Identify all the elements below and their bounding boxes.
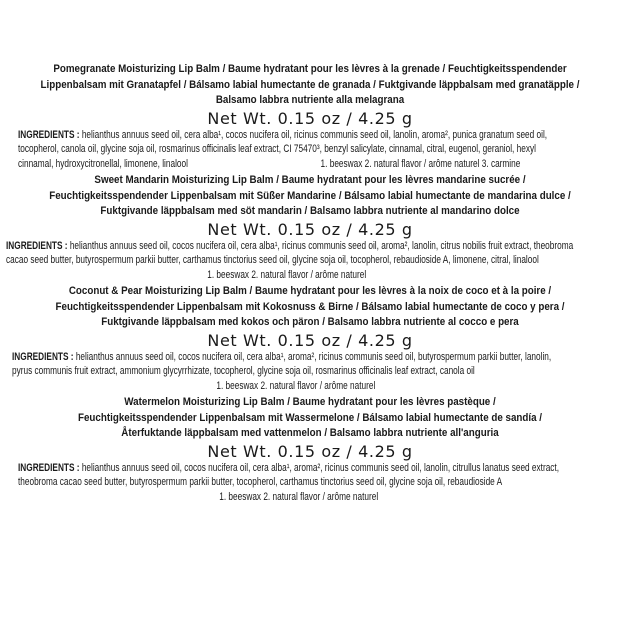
ingredients-text xyxy=(6,239,614,283)
product-title-line: Feuchtigkeitsspendender Lippenbalsam mit Süßer Mandarine / Bálsamo labial humectante de mandarina dulce / xyxy=(49,189,571,202)
product-title-line: Pomegranate Moisturizing Lip Balm / Baume hydratant pour les lèvres à la grenade / Feuchtigkeitsspendender xyxy=(53,63,567,75)
ingredients-line xyxy=(12,350,620,365)
ingredients-text xyxy=(12,350,620,394)
ingredients-label: INGREDIENTS : xyxy=(6,239,68,252)
ingredients-line xyxy=(18,128,620,143)
product-title-line: Balsamo labbra nutriente alla melagrana xyxy=(215,94,405,106)
ingredients-line: theobroma cacao seed butter, butyrospermum parkii butter, tocopherol, carthamus tinctorius seed oil, glycine soja oil, rebaudioside A xyxy=(18,476,503,488)
footnotes: 1. beeswax 2. natural flavor / arôme naturel xyxy=(207,268,367,281)
ingredients-text xyxy=(18,461,620,505)
net-weight: Net Wt. 0.15 oz / 4.25 g xyxy=(207,330,413,350)
product-title-line: Lippenbalsam mit Granatapfel / Bálsamo labial humectante de granada / Fuktgivande läppbalsam med granatäpple / xyxy=(40,78,580,91)
label-sheet xyxy=(0,62,620,504)
ingredients-text xyxy=(18,128,620,172)
footnotes: 1. beeswax 2. natural flavor / arôme naturel xyxy=(219,490,379,503)
product-title-line: Sweet Mandarin Moisturizing Lip Balm / Baume hydratant pour les lèvres mandarine sucrée / xyxy=(94,174,526,186)
ingredients-label: INGREDIENTS : xyxy=(18,128,80,141)
product-block-sweet-mandarin xyxy=(0,173,620,282)
product-title-line: Fuktgivande läppbalsam med söt mandarin / Balsamo labbra nutriente al mandarino dolce xyxy=(100,205,520,217)
ingredients-line: pyrus communis fruit extract, ammonium glycyrrhizate, tocopherol, glycine soja oil, rosmarinus officinalis leaf extract, canola oil xyxy=(12,365,475,377)
ingredients-line: cacao seed butter, butyrospermum parkii butter, carthamus tinctorius seed oil, glycine soja oil, tocopherol, rebaudioside A, limonene, citral, linalool xyxy=(6,254,539,266)
product-title-line: Coconut & Pear Moisturizing Lip Balm / Baume hydratant pour les lèvres à la noix de coco et à la poire / xyxy=(68,285,552,297)
product-block-coconut-pear xyxy=(0,284,620,393)
ingredients-values: cinnamal, hydroxycitronellal, limonene, linalool xyxy=(18,157,188,170)
net-weight: Net Wt. 0.15 oz / 4.25 g xyxy=(207,219,413,239)
footnotes: 1. beeswax 2. natural flavor / arôme naturel 3. carmine xyxy=(320,157,521,170)
ingredients-line: tocopherol, canola oil, glycine soja oil, rosmarinus officinalis leaf extract, CI 75470³, benzyl salicylate, cinnamal, citral, eugenol, geraniol, hexyl xyxy=(18,143,536,155)
product-title-line: Återfuktande läppbalsam med vattenmelon / Balsamo labbra nutriente all'anguria xyxy=(121,427,499,439)
product-title-line: Feuchtigkeitsspendender Lippenbalsam mit Wassermelone / Bálsamo labial humectante de sandía / xyxy=(78,411,542,424)
ingredients-values: helianthus annuus seed oil, cera alba¹, cocos nucifera oil, ricinus communis seed oil, lanolin, aroma², punica granatum seed oil, xyxy=(79,128,548,141)
product-title-line: Watermelon Moisturizing Lip Balm / Baume hydratant pour les lèvres pastèque / xyxy=(124,396,496,408)
product-title-line: Fuktgivande läppbalsam med kokos och päron / Balsamo labbra nutriente al cocco e pera xyxy=(101,316,519,328)
ingredients-values: helianthus annuus seed oil, cocos nucifera oil, cera alba¹, aroma², ricinus communis seed oil, lanolin, citrullus lanatus seed extract, xyxy=(79,461,560,474)
ingredients-line xyxy=(18,461,620,476)
net-weight: Net Wt. 0.15 oz / 4.25 g xyxy=(207,441,413,461)
ingredients-values: helianthus annuus seed oil, cocos nucifera oil, cera alba¹, ricinus communis seed oil, aroma², lanolin, citrus nobilis fruit extract, theobroma xyxy=(67,239,574,252)
product-block-watermelon xyxy=(0,395,620,504)
ingredients-line xyxy=(6,239,614,254)
ingredients-values: helianthus annuus seed oil, cocos nucifera oil, cera alba¹, aroma², ricinus communis seed oil, butyrospermum parkii butter, lanolin, xyxy=(73,350,552,363)
footnotes: 1. beeswax 2. natural flavor / arôme naturel xyxy=(216,379,376,392)
ingredients-label: INGREDIENTS : xyxy=(18,461,80,474)
product-title-line: Feuchtigkeitsspendender Lippenbalsam mit Kokosnuss & Birne / Bálsamo labial humectante de coco y pera / xyxy=(55,300,565,313)
product-block-pomegranate xyxy=(0,62,620,171)
ingredients-line xyxy=(18,157,620,172)
net-weight: Net Wt. 0.15 oz / 4.25 g xyxy=(207,108,413,128)
ingredients-label: INGREDIENTS : xyxy=(12,350,74,363)
